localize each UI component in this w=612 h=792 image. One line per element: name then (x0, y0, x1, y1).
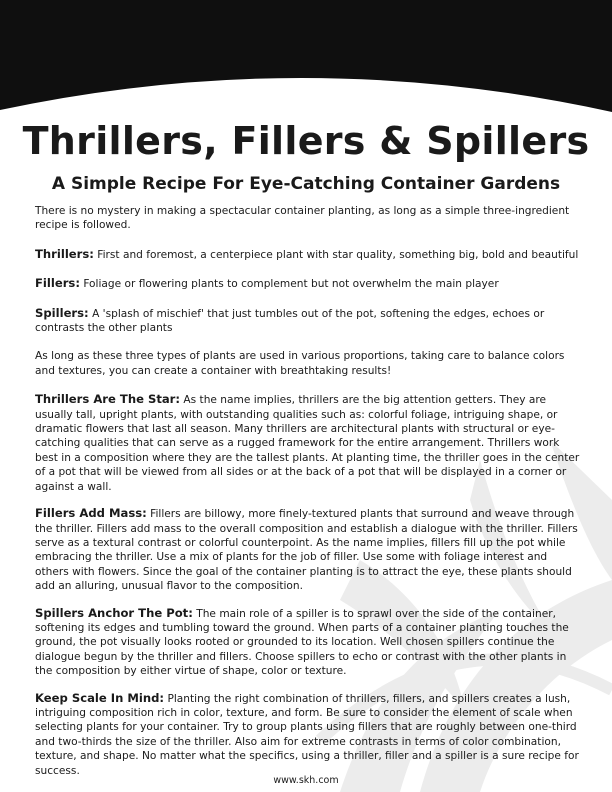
intro-paragraph: There is no mystery in making a spectacular container planting, as long as a simple three-ingredient recipe is followed. (35, 205, 570, 232)
definition-text: Foliage or flowering plants to complement but not overwhelm the main player (79, 278, 499, 291)
section-heading: Keep Scale In Mind: (35, 690, 165, 705)
section-text: As the name implies, thrillers are the big attention getters. They are usually tall, upright plants, with outstanding qualities such as: colorful foliage, intriguing shape, or dramatic flowers that last all season. Many thrillers are architectural plants with structural or eye-catching qualities that can serve as a rugged framework for the entire arrangement. Thrillers work best in a composition where they are the tallest plants. At planting time, the thriller goes in the center of a pot that will be viewed from all sides or at the back of a pot that will be displayed in a corner or against a wall. (35, 394, 580, 493)
section-heading: Thrillers Are The Star: (35, 392, 181, 407)
section-heading: Spillers Anchor The Pot: (35, 605, 193, 620)
footer-url: www.skh.com (273, 775, 339, 786)
definition-term: Spillers: (35, 305, 89, 320)
definition-text: A 'splash of mischief' that just tumbles out of the pot, softening the edges, echoes or contrasts the other plants (35, 307, 545, 335)
section-fillers (35, 506, 583, 593)
section-text: The main role of a spiller is to sprawl over the side of the container, softening its edges and tumbling toward the ground. When parts of a container planting touches the ground, the pot visually looks rooted or grounded to its location. Well chosen spillers continue the dialogue begun by the thriller and fillers. Choose spillers to echo or contrast with the other plants in the composition by either virtue of shape, color or texture. (35, 607, 569, 678)
page-subtitle: A Simple Recipe For Eye-Catching Container Gardens (51, 174, 561, 194)
balance-paragraph: As long as these three types of plants are used in various proportions, taking care to balance colors and textures, you can create a container with breathtaking results! (35, 350, 565, 377)
section-heading: Fillers Add Mass: (35, 506, 147, 521)
section-scale (35, 691, 583, 778)
page-title: Thrillers, Fillers & Spillers (22, 119, 590, 163)
definition-thrillers (35, 247, 583, 262)
definition-fillers (35, 276, 583, 291)
definition-spillers (35, 306, 583, 336)
section-text: Fillers are billowy, more finely-textured plants that surround and weave through the thriller. Fillers add mass to the overall composition and establish a dialogue with the thriller. Fillers serve as a textural contrast or colorful counterpoint. As the name implies, fillers fill up the pot while embracing the thriller. Use a mix of plants for the job of filler. Use some with foliage interest and others with flowers. Since the goal of the container planting is to attract the eye, these plants should add an alluring, unusual flavor to the composition. (35, 508, 578, 593)
section-text: Planting the right combination of thrillers, fillers, and spillers creates a lush, intriguing composition rich in color, texture, and form. Be sure to consider the element of scale when selecting plants for your container. Try to group plants using fillers that are roughly between one-third and two-thirds the size of the thriller. Also aim for extreme contrasts in terms of color combination, texture, and shape. No matter what the specifics, using a thriller, filler and a spiller is a sure recipe for success. (35, 692, 579, 777)
definition-term: Fillers: (35, 276, 80, 291)
section-thrillers (35, 392, 583, 494)
definition-term: Thrillers: (35, 246, 94, 261)
article-body (35, 204, 583, 790)
section-spillers (35, 606, 583, 679)
definition-text: First and foremost, a centerpiece plant with star quality, something big, bold and beautiful (93, 248, 579, 261)
